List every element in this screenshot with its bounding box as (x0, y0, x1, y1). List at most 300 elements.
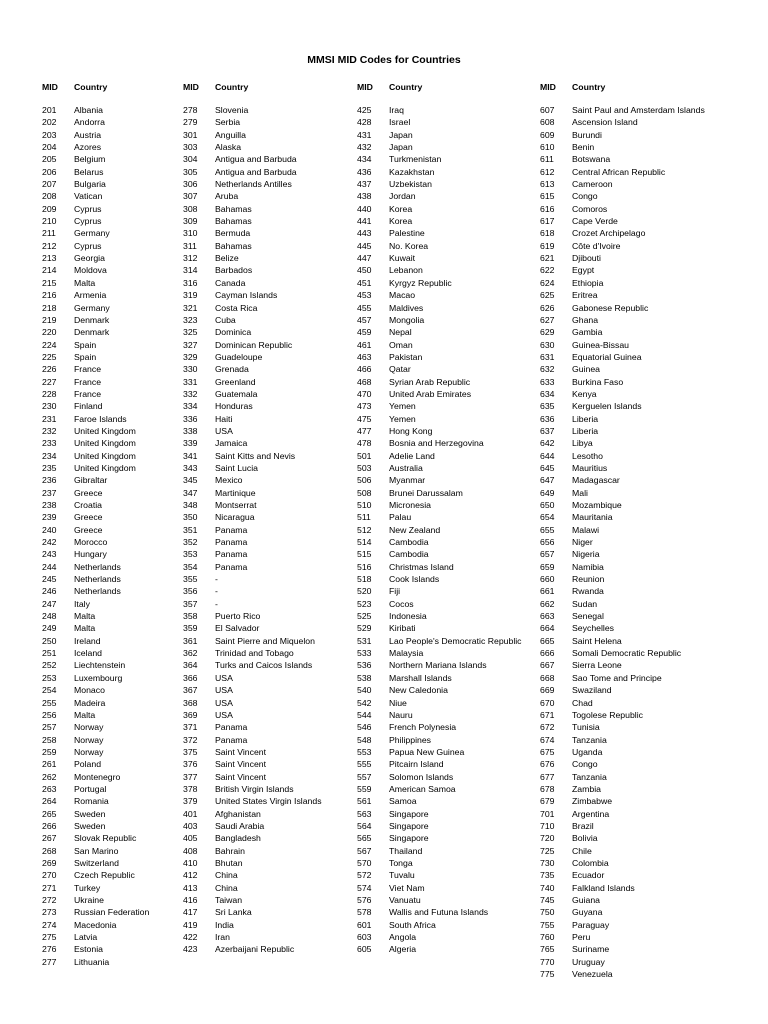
country-name: Angola (389, 932, 417, 943)
mid-code: 234 (42, 450, 57, 461)
mid-code: 332 (183, 388, 198, 399)
country-name: Brazil (572, 820, 594, 831)
mid-code: 375 (183, 746, 198, 757)
mid-code: 674 (540, 734, 555, 745)
mid-code: 354 (183, 561, 198, 572)
mid-code: 659 (540, 561, 555, 572)
mid-code: 515 (357, 549, 372, 560)
mid-code: 625 (540, 290, 555, 301)
mid-code: 662 (540, 598, 555, 609)
mid-code: 459 (357, 327, 372, 338)
country-name: Pakistan (389, 351, 423, 362)
country-name: Niue (389, 697, 407, 708)
country-name: Turks and Caicos Islands (215, 660, 313, 671)
country-name: Anguilla (215, 129, 246, 140)
mid-code: 677 (540, 771, 555, 782)
mid-code: 348 (183, 500, 198, 510)
mid-code: 657 (540, 549, 555, 560)
mid-code: 624 (540, 277, 555, 288)
mid-code: 236 (42, 475, 57, 486)
country-name: Sierra Leone (572, 660, 622, 671)
mid-code: 775 (540, 969, 555, 980)
country-name: Brunei Darussalam (389, 487, 463, 498)
country-name: Slovak Republic (74, 833, 137, 844)
country-name: Micronesia (389, 500, 432, 510)
mid-code: 428 (357, 117, 372, 128)
country-name: Zimbabwe (572, 796, 613, 807)
mid-code: 410 (183, 857, 198, 868)
mid-code: 609 (540, 129, 555, 140)
mid-code: 253 (42, 672, 57, 683)
mid-code: 243 (42, 549, 57, 560)
country-name: Netherlands (74, 561, 121, 572)
country-name: Seychelles (572, 623, 615, 634)
mid-code: 450 (357, 265, 372, 276)
mid-code: 670 (540, 697, 555, 708)
mid-code: 617 (540, 216, 555, 227)
country-name: Mexico (215, 475, 243, 486)
mid-code: 647 (540, 475, 555, 486)
country-name: Panama (215, 537, 248, 548)
country-name: Botswana (572, 154, 611, 165)
mid-code: 218 (42, 302, 57, 313)
mid-code: 632 (540, 364, 555, 375)
mid-code: 565 (357, 833, 372, 844)
mid-code: 538 (357, 672, 372, 683)
mid-code: 629 (540, 327, 555, 338)
mid-code: 379 (183, 796, 198, 807)
mid-code: 267 (42, 833, 57, 844)
country-name: United Kingdom (74, 462, 136, 473)
mid-code: 644 (540, 450, 555, 461)
country-name: Swaziland (572, 685, 612, 696)
country-name: Libya (572, 438, 593, 449)
mid-code: 572 (357, 870, 372, 881)
country-name: Saint Vincent (215, 746, 267, 757)
country-name: British Virgin Islands (215, 783, 294, 794)
mid-code: 525 (357, 611, 372, 622)
mid-code: 618 (540, 228, 555, 239)
mid-code: 425 (357, 105, 372, 115)
mid-code: 347 (183, 487, 198, 498)
mid-code: 237 (42, 487, 57, 498)
mid-code: 308 (183, 203, 198, 214)
mid-code: 417 (183, 907, 198, 918)
country-name: Dominica (215, 327, 252, 338)
mid-code: 621 (540, 253, 555, 264)
country-name: Iceland (74, 648, 103, 659)
mid-code: 352 (183, 537, 198, 548)
country-name: Solomon Islands (389, 771, 454, 782)
mid-code: 412 (183, 870, 198, 881)
country-name: Estonia (74, 944, 103, 955)
country-name: Kyrgyz Republic (389, 277, 452, 288)
country-name: Gabonese Republic (572, 302, 649, 313)
country-name: Montenegro (74, 771, 121, 782)
mid-code: 274 (42, 919, 57, 930)
country-name: Switzerland (74, 857, 119, 868)
mid-code: 755 (540, 919, 555, 930)
mid-code: 506 (357, 475, 372, 486)
country-name: Saint Paul and Amsterdam Islands (572, 105, 705, 115)
mid-code: 310 (183, 228, 198, 239)
mid-code: 473 (357, 401, 372, 412)
mid-code: 304 (183, 154, 198, 165)
country-name: Malawi (572, 524, 600, 535)
mid-header: MID (357, 82, 373, 92)
mid-code: 576 (357, 895, 372, 905)
mid-code: 330 (183, 364, 198, 375)
mid-code: 701 (540, 808, 555, 819)
mid-code: 650 (540, 500, 555, 510)
mid-code: 619 (540, 240, 555, 251)
country-name: Spain (74, 351, 97, 362)
country-name: Albania (74, 105, 103, 115)
country-name: Singapore (389, 820, 429, 831)
country-name: - (215, 598, 218, 609)
country-name: France (74, 364, 102, 375)
country-name: Lao People's Democratic Republic (389, 635, 522, 646)
country-name: Turkey (74, 882, 101, 893)
country-name: Saint Helena (572, 635, 622, 646)
mid-code: 325 (183, 327, 198, 338)
country-header: Country (389, 82, 423, 92)
country-name: Slovenia (215, 105, 249, 115)
mid-code: 270 (42, 870, 57, 881)
country-name: Cape Verde (572, 216, 618, 227)
mid-code: 510 (357, 500, 372, 510)
country-name: Lesotho (572, 450, 603, 461)
country-name: Sudan (572, 598, 598, 609)
mid-code: 710 (540, 820, 555, 831)
country-name: Dominican Republic (215, 339, 293, 350)
mid-code: 463 (357, 351, 372, 362)
mid-code: 654 (540, 512, 555, 523)
country-name: San Marino (74, 845, 119, 856)
mid-code: 258 (42, 734, 57, 745)
mid-code: 230 (42, 401, 57, 412)
country-name: Qatar (389, 364, 411, 375)
country-name: Saint Vincent (215, 771, 267, 782)
country-name: Georgia (74, 253, 105, 264)
country-name: China (215, 882, 238, 893)
country-name: Sri Lanka (215, 907, 252, 918)
mid-code: 371 (183, 722, 198, 733)
mid-code: 271 (42, 882, 57, 893)
mid-code: 765 (540, 944, 555, 955)
country-name: Haiti (215, 413, 233, 424)
mid-code: 343 (183, 462, 198, 473)
country-name: Adelie Land (389, 450, 435, 461)
mid-code: 570 (357, 857, 372, 868)
country-name: Cyprus (74, 203, 102, 214)
country-name: Bahrain (215, 845, 245, 856)
mid-code: 503 (357, 462, 372, 473)
country-name: Greece (74, 487, 103, 498)
country-name: Venezuela (572, 969, 613, 980)
country-name: Guiana (572, 895, 601, 905)
country-name: Israel (389, 117, 411, 128)
mid-code: 265 (42, 808, 57, 819)
mid-code: 533 (357, 648, 372, 659)
mid-code: 453 (357, 290, 372, 301)
country-name: Bangladesh (215, 833, 261, 844)
country-name: Crozet Archipelago (572, 228, 646, 239)
country-name: Saudi Arabia (215, 820, 265, 831)
mid-code: 235 (42, 462, 57, 473)
country-name: Chad (572, 697, 593, 708)
country-name: Saint Lucia (215, 462, 258, 473)
country-name: Poland (74, 759, 102, 770)
mid-code: 470 (357, 388, 372, 399)
country-name: Hong Kong (389, 425, 433, 436)
mid-code: 350 (183, 512, 198, 523)
country-name: Nauru (389, 709, 413, 720)
mid-code: 630 (540, 339, 555, 350)
country-name: Moldova (74, 265, 107, 276)
mid-code: 254 (42, 685, 57, 696)
mid-code: 377 (183, 771, 198, 782)
country-name: Netherlands (74, 586, 121, 597)
mid-code: 451 (357, 277, 372, 288)
mid-code: 413 (183, 882, 198, 893)
mid-code: 508 (357, 487, 372, 498)
mid-code: 311 (183, 240, 197, 251)
country-name: Barbados (215, 265, 253, 276)
mid-code: 546 (357, 722, 372, 733)
mid-code: 461 (357, 339, 372, 350)
country-name: Belize (215, 253, 239, 264)
mid-code: 231 (42, 413, 57, 424)
mid-code: 665 (540, 635, 555, 646)
country-name: Saint Vincent (215, 759, 267, 770)
mid-code: 770 (540, 956, 555, 967)
mid-code: 259 (42, 746, 57, 757)
country-name: Mali (572, 487, 588, 498)
country-name: Antigua and Barbuda (215, 154, 297, 165)
country-name: Benin (572, 142, 595, 153)
mid-code: 208 (42, 191, 57, 202)
mid-code: 329 (183, 351, 198, 362)
mid-code: 273 (42, 907, 57, 918)
mid-code: 542 (357, 697, 372, 708)
country-name: Czech Republic (74, 870, 135, 881)
mid-code: 368 (183, 697, 198, 708)
mid-code: 548 (357, 734, 372, 745)
country-name: Ukraine (74, 895, 104, 905)
mid-code: 574 (357, 882, 372, 893)
country-name: Belgium (74, 154, 106, 165)
mid-code: 244 (42, 561, 57, 572)
country-name: Marshall Islands (389, 672, 452, 683)
country-name: Belarus (74, 166, 104, 177)
country-header: Country (572, 82, 606, 92)
mid-code: 636 (540, 413, 555, 424)
mid-code: 626 (540, 302, 555, 313)
country-name: Germany (74, 302, 110, 313)
mid-code: 203 (42, 129, 57, 140)
mid-code: 613 (540, 179, 555, 190)
country-name: Iraq (389, 105, 404, 115)
country-name: Yemen (389, 413, 416, 424)
mid-code: 252 (42, 660, 57, 671)
mid-code: 518 (357, 574, 372, 585)
country-name: Morocco (74, 537, 108, 548)
country-name: Cambodia (389, 549, 429, 560)
country-name: Myanmar (389, 475, 426, 486)
country-name: Martinique (215, 487, 256, 498)
country-name: Costa Rica (215, 302, 258, 313)
country-name: Kenya (572, 388, 597, 399)
country-name: Hungary (74, 549, 107, 560)
country-name: Maldives (389, 302, 424, 313)
mid-code: 327 (183, 339, 198, 350)
country-name: El Salvador (215, 623, 260, 634)
mid-code: 205 (42, 154, 57, 165)
mid-code: 667 (540, 660, 555, 671)
country-name: Palestine (389, 228, 425, 239)
country-name: Kerguelen Islands (572, 401, 642, 412)
mid-code: 437 (357, 179, 372, 190)
mid-code: 660 (540, 574, 555, 585)
country-name: Tunisia (572, 722, 600, 733)
country-name: Greenland (215, 376, 256, 387)
mid-code: 678 (540, 783, 555, 794)
country-name: Malta (74, 277, 96, 288)
mid-code: 663 (540, 611, 555, 622)
country-name: Malaysia (389, 648, 424, 659)
mid-code: 338 (183, 425, 198, 436)
mid-code: 250 (42, 635, 57, 646)
country-name: Wallis and Futuna Islands (389, 907, 489, 918)
country-name: Taiwan (215, 895, 243, 905)
mid-code: 268 (42, 845, 57, 856)
country-name: Madeira (74, 697, 106, 708)
mid-code: 206 (42, 166, 57, 177)
country-name: Yemen (389, 401, 416, 412)
mid-header: MID (183, 82, 199, 92)
mid-code: 209 (42, 203, 57, 214)
country-name: Cyprus (74, 216, 102, 227)
country-name: Macao (389, 290, 416, 301)
country-name: Indonesia (389, 611, 427, 622)
country-name: Italy (74, 598, 90, 609)
mid-code: 531 (357, 635, 372, 646)
country-name: Montserrat (215, 500, 257, 510)
country-name: USA (215, 425, 233, 436)
country-name: Kazakhstan (389, 166, 435, 177)
mid-code: 416 (183, 895, 198, 905)
country-name: Samoa (389, 796, 417, 807)
country-name: Sweden (74, 808, 106, 819)
country-name: Bosnia and Herzegovina (389, 438, 484, 449)
country-name: Netherlands (74, 574, 121, 585)
mid-code: 633 (540, 376, 555, 387)
mid-code: 557 (357, 771, 372, 782)
mid-code: 321 (183, 302, 198, 313)
mid-code: 219 (42, 314, 57, 325)
mid-code: 366 (183, 672, 198, 683)
country-name: Guadeloupe (215, 351, 263, 362)
country-name: Tuvalu (389, 870, 415, 881)
mid-code: 269 (42, 857, 57, 868)
country-name: Denmark (74, 327, 110, 338)
mid-code: 740 (540, 882, 555, 893)
mid-code: 655 (540, 524, 555, 535)
country-name: Kiribati (389, 623, 416, 634)
mid-code: 248 (42, 611, 57, 622)
country-name: Nicaragua (215, 512, 255, 523)
mid-code: 262 (42, 771, 57, 782)
mid-code: 536 (357, 660, 372, 671)
mid-code: 353 (183, 549, 198, 560)
mid-code: 216 (42, 290, 57, 301)
country-name: Gibraltar (74, 475, 108, 486)
country-name: Chile (572, 845, 592, 856)
country-name: Canada (215, 277, 246, 288)
mid-code: 605 (357, 944, 372, 955)
mid-code: 211 (42, 228, 56, 239)
country-header: Country (215, 82, 249, 92)
mid-code: 256 (42, 709, 57, 720)
mid-code: 671 (540, 709, 555, 720)
mid-code: 622 (540, 265, 555, 276)
country-name: Djibouti (572, 253, 601, 264)
country-name: Trinidad and Tobago (215, 648, 294, 659)
mid-code: 202 (42, 117, 57, 128)
country-name: Viet Nam (389, 882, 425, 893)
country-name: Liberia (572, 413, 599, 424)
country-name: French Polynesia (389, 722, 457, 733)
mid-code: 361 (183, 635, 198, 646)
country-name: Serbia (215, 117, 241, 128)
country-name: Falkland Islands (572, 882, 635, 893)
mid-code: 319 (183, 290, 198, 301)
mid-header: MID (540, 82, 556, 92)
country-name: Togolese Republic (572, 709, 643, 720)
country-name: Austria (74, 129, 102, 140)
country-name: Papua New Guinea (389, 746, 465, 757)
country-name: New Zealand (389, 524, 441, 535)
country-name: USA (215, 685, 233, 696)
mid-code: 376 (183, 759, 198, 770)
mid-code: 441 (357, 216, 372, 227)
mid-code: 277 (42, 956, 57, 967)
mid-code: 233 (42, 438, 57, 449)
country-name: Tonga (389, 857, 413, 868)
country-name: Malta (74, 709, 96, 720)
country-header: Country (74, 82, 108, 92)
mid-code: 227 (42, 376, 57, 387)
country-name: Ghana (572, 314, 599, 325)
mid-code: 555 (357, 759, 372, 770)
mid-code: 401 (183, 808, 198, 819)
country-name: United Arab Emirates (389, 388, 472, 399)
country-name: Bhutan (215, 857, 243, 868)
mid-code: 226 (42, 364, 57, 375)
country-name: United States Virgin Islands (215, 796, 322, 807)
country-name: American Samoa (389, 783, 456, 794)
mid-code: 750 (540, 907, 555, 918)
mid-code: 264 (42, 796, 57, 807)
country-name: Spain (74, 339, 97, 350)
country-name: Norway (74, 722, 104, 733)
mid-code: 563 (357, 808, 372, 819)
mid-code: 358 (183, 611, 198, 622)
mid-code: 301 (183, 129, 198, 140)
country-name: Burundi (572, 129, 602, 140)
country-name: Saint Kitts and Nevis (215, 450, 296, 461)
